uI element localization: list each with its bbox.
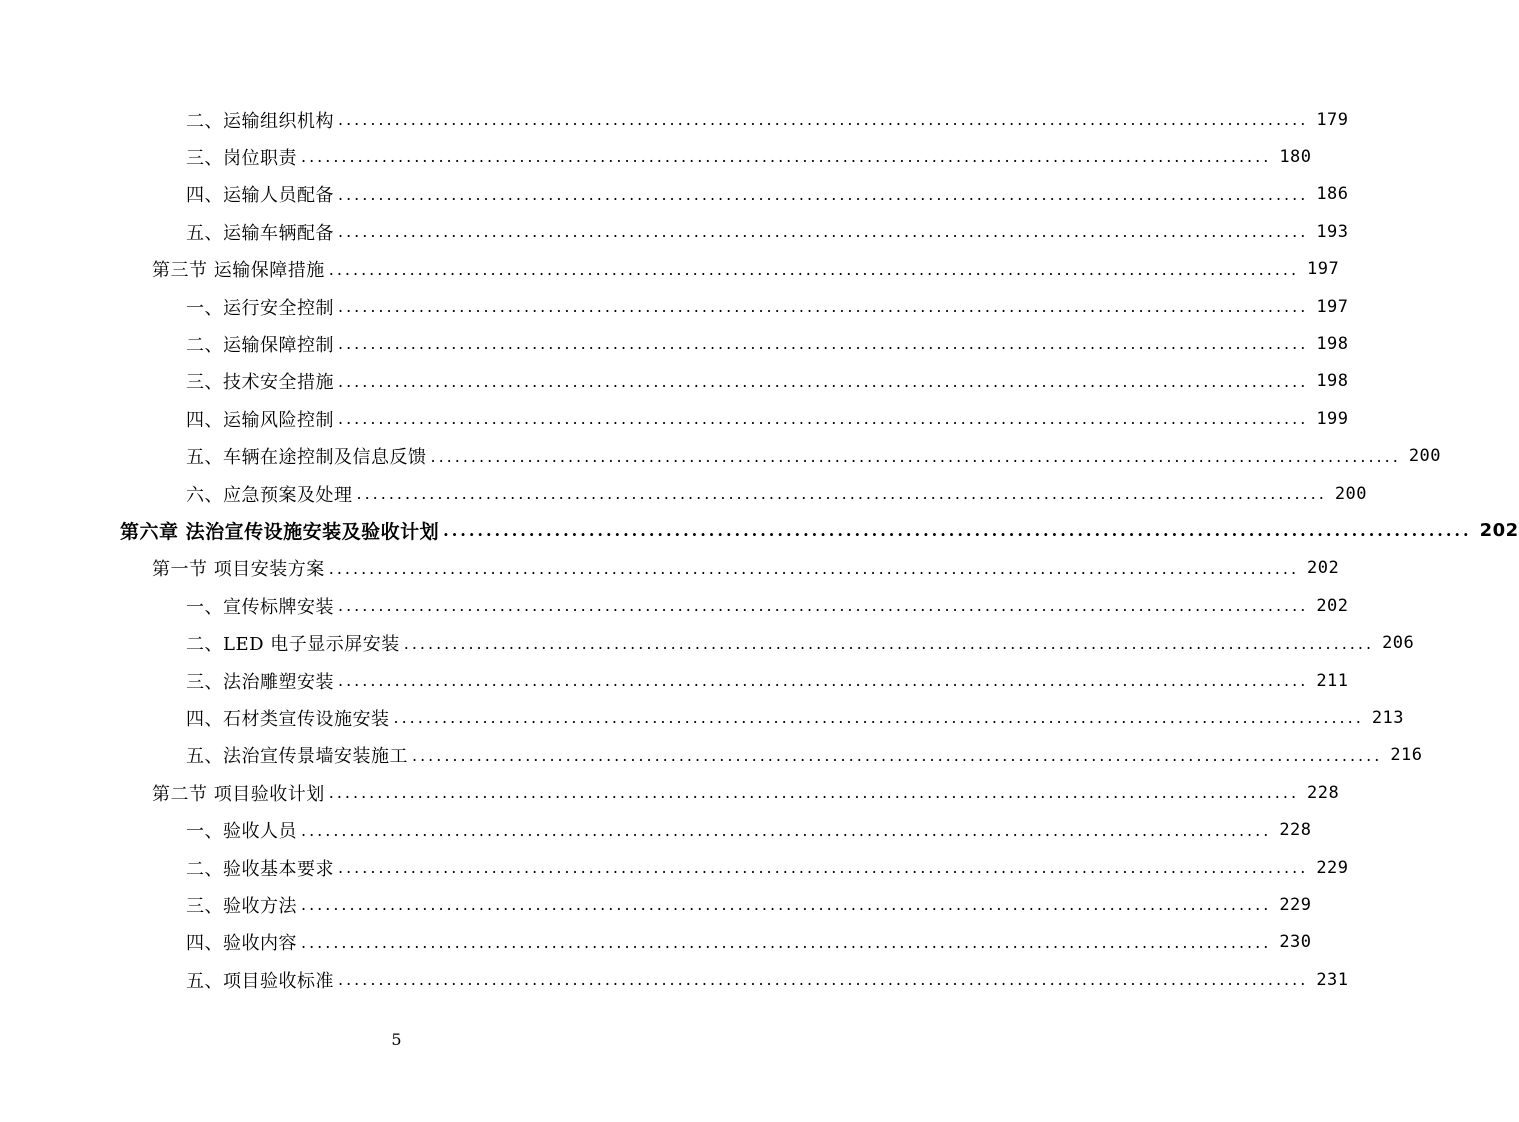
toc-entry-title: 三、验收方法 [186,895,297,917]
toc-entry-title: 一、运行安全控制 [186,297,334,319]
toc-entry-title: 二、LED 电子显示屏安装 [186,634,400,656]
toc-entry-page-number: 202 [1479,520,1519,542]
toc-dot-leader: ........................................................................................................................ [338,371,1309,391]
toc-subsection-entry[interactable] [186,924,1312,961]
toc-subsection-entry[interactable] [186,363,1349,400]
toc-entry-title: 第六章 法治宣传设施安装及验收计划 [120,521,440,544]
toc-entry-title: 二、验收基本要求 [186,858,334,880]
toc-section-entry[interactable] [152,774,1340,811]
toc-entry-title: 三、法治雕塑安装 [186,671,334,693]
toc-subsection-entry[interactable] [186,699,1405,736]
toc-dot-leader: ........................................................................................................................ [430,446,1401,466]
toc-entry-title: 二、运输保障控制 [186,334,334,356]
toc-entry-title: 五、项目验收标准 [186,970,334,992]
toc-dot-leader: ........................................................................................................................ [338,970,1309,990]
toc-subsection-entry[interactable] [186,625,1415,662]
toc-subsection-entry[interactable] [186,288,1349,325]
toc-entry-title: 第一节 项目安装方案 [152,559,325,581]
toc-entry-page-number: 202 [1307,558,1340,579]
toc-entry-page-number: 228 [1279,820,1312,841]
toc-dot-leader: ........................................................................................................................ [338,858,1309,877]
toc-entry-title: 五、车辆在途控制及信息反馈 [186,447,427,469]
toc-entry-page-number: 213 [1371,707,1405,728]
toc-dot-leader: ........................................................................................................................ [338,596,1309,616]
toc-section-entry[interactable] [152,550,1340,587]
toc-entry-page-number: 197 [1307,259,1340,280]
toc-subsection-entry[interactable] [186,400,1349,437]
toc-entry-page-number: 197 [1316,296,1349,317]
toc-entry-page-number: 230 [1279,932,1312,953]
toc-subsection-entry[interactable] [186,849,1349,886]
toc-dot-leader: ........................................................................................................................ [403,633,1375,653]
toc-subsection-entry[interactable] [186,662,1349,699]
toc-entry-title: 四、运输风险控制 [186,409,334,431]
toc-subsection-entry[interactable] [186,438,1442,475]
toc-entry-title: 四、石材类宣传设施安装 [186,708,390,730]
toc-entry-page-number: 211 [1316,670,1349,691]
toc-entry-title: 第三节 运输保障措施 [152,260,325,282]
toc-dot-leader: ........................................................................................................................ [338,222,1309,242]
toc-entry-title: 二、运输组织机构 [186,110,334,132]
toc-subsection-entry[interactable] [186,812,1312,849]
toc-subsection-entry[interactable] [186,587,1349,624]
toc-dot-leader: ........................................................................................................................ [328,783,1300,803]
toc-entry-title: 一、宣传标牌安装 [186,596,334,618]
toc-entry-page-number: 216 [1390,745,1423,766]
toc-section-entry[interactable] [152,251,1340,288]
toc-entry-page-number: 229 [1316,857,1349,878]
toc-dot-leader: ........................................................................................................................ [328,558,1300,578]
toc-dot-leader: ........................................................................................................................ [393,708,1364,728]
toc-entry-page-number: 200 [1408,446,1442,467]
toc-entry-title: 四、验收内容 [186,933,297,955]
toc-subsection-entry[interactable] [186,176,1349,213]
toc-entry-page-number: 179 [1316,109,1349,130]
toc-dot-leader: ........................................................................................................................ [338,671,1309,690]
toc-subsection-entry[interactable] [186,737,1423,774]
toc-subsection-entry[interactable] [186,138,1312,175]
toc-entry-title: 一、验收人员 [186,821,297,843]
toc-entry-page-number: 198 [1316,371,1349,392]
toc-entry-page-number: 193 [1316,221,1349,242]
toc-entry-title: 五、运输车辆配备 [186,222,334,244]
toc-dot-leader: ........................................................................................................................ [338,110,1309,129]
toc-entry-page-number: 200 [1334,483,1368,504]
toc-dot-leader: ........................................................................................................................ [356,484,1327,503]
toc-chapter-entry[interactable] [120,512,1519,549]
toc-subsection-entry[interactable] [186,886,1312,923]
toc-dot-leader: ........................................................................................................................ [328,259,1300,279]
toc-entry-title: 三、岗位职责 [186,147,297,169]
toc-dot-leader: ........................................................................................................................ [338,184,1309,204]
page-number: 5 [391,1030,402,1049]
toc-subsection-entry[interactable] [186,213,1349,250]
toc-entry-title: 四、运输人员配备 [186,185,334,207]
toc-dot-leader: ........................................................................................................................ [301,820,1272,840]
toc-entry-page-number: 186 [1316,184,1349,205]
toc-entry-page-number: 202 [1316,595,1349,616]
toc-subsection-entry[interactable] [186,325,1349,362]
toc-entry-title: 三、技术安全措施 [186,372,334,394]
toc-entry-page-number: 231 [1316,969,1349,990]
toc-entry-page-number: 206 [1382,633,1415,654]
toc-entry-page-number: 198 [1316,333,1349,354]
toc-entry-page-number: 180 [1279,146,1312,167]
toc-dot-leader: ........................................................................................................................ [301,895,1272,915]
toc-entry-title: 六、应急预案及处理 [186,484,353,506]
toc-dot-leader: ........................................................................................................................ [412,745,1383,765]
toc-dot-leader: ........................................................................................................................ [338,409,1309,429]
toc-dot-leader: ........................................................................................................................ [338,297,1309,316]
toc-entry-title: 第二节 项目验收计划 [152,783,325,805]
toc-subsection-entry[interactable] [186,961,1349,998]
toc-subsection-entry[interactable] [186,101,1349,138]
toc-entry-page-number: 229 [1279,894,1312,915]
toc-dot-leader: ........................................................................................................................ [443,521,1472,541]
toc-entry-title: 五、法治宣传景墙安装施工 [186,746,408,768]
toc-entry-page-number: 228 [1307,782,1340,803]
toc-entry-page-number: 199 [1316,408,1349,429]
toc-dot-leader: ........................................................................................................................ [338,334,1309,354]
toc-dot-leader: ........................................................................................................................ [301,147,1272,167]
toc-subsection-entry[interactable] [186,475,1368,512]
toc-dot-leader: ........................................................................................................................ [301,932,1272,952]
